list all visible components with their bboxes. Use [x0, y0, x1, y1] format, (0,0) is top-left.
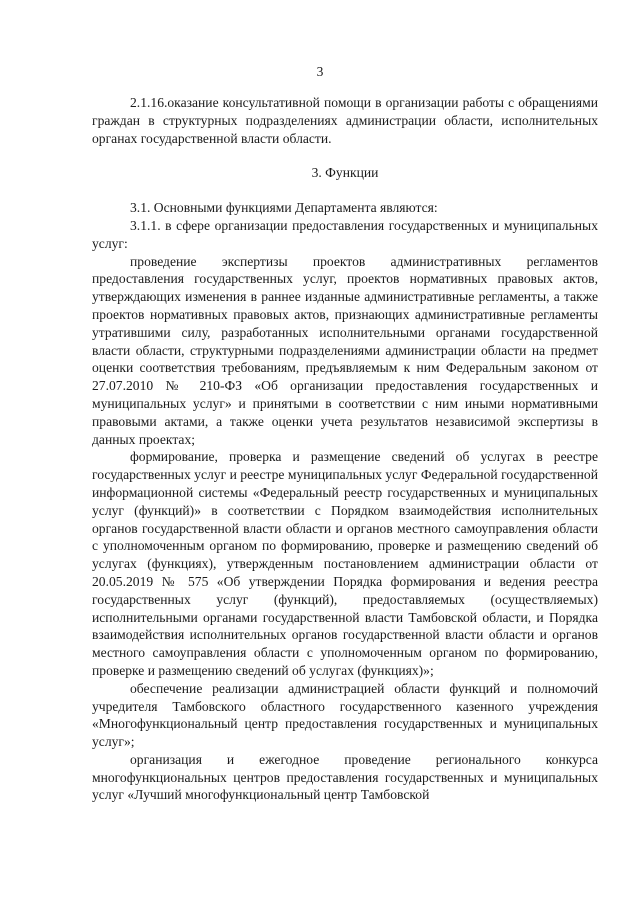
paragraph-3-1-1: 3.1.1. в сфере организации предоставления государственных и муниципальных услуг:	[92, 217, 598, 251]
paragraph-founder: обеспечение реализации администрацией области функций и полномочий учредителя Тамбовского областного государственного казенного учреждения «Многофункциональный центр предоставления государственных и муниципальных услуг»;	[92, 680, 598, 750]
paragraph-2-1-16: 2.1.16.оказание консультативной помощи в организации работы с обращениями граждан в структурных подразделениях администрации области, исполнительных органах государственной власти области.	[92, 95, 598, 146]
paragraph-contest: организация и ежегодное проведение регионального конкурса многофункциональных центров предоставления государственных и муниципальных услуг «Лучший многофункциональный центр Тамбовской	[92, 751, 598, 803]
page-number: 3	[316, 64, 324, 79]
paragraph-3-1: 3.1. Основными функциями Департамента являются:	[130, 200, 438, 216]
document-body	[92, 94, 598, 804]
paragraph-expertise: проведение экспертизы проектов административных регламентов предоставления государственных услуг, проектов нормативных правовых актов, утверждающих изменения в раннее изданные административные регламенты, а также проектов нормативных правовых актов, признающих административные регламенты утратившими силу, разработанных исполнительными органами государственной власти области, структурными подразделениями администрации области на предмет оценки соответствия требованиям, предъявляемым к ним Федеральным законом от 27.07.2010 № 210-ФЗ «Об организации предоставления государственных и муниципальных услуг» и принятыми в соответствии с ним иными нормативными правовыми актами, а также оценки учета результатов независимой экспертизы в данных проектах;	[92, 253, 598, 447]
section-heading: 3. Функции	[311, 165, 379, 181]
paragraph-registry: формирование, проверка и размещение сведений об услугах в реестре государственных услуг и реестре муниципальных услуг Федеральной государственной информационной системы «Федеральный реестр государственных и муниципальных услуг (функций)» в соответствии с Порядком взаимодействия исполнительных органов государственной власти области и органов местного самоуправления области с уполномоченным органом по формированию, проверке и размещению сведений об услугах (функциях), утвержденным постановлением администрации области от 20.05.2019 № 575 «Об утверждении Порядка формирования и ведения реестра государственных услуг (функций), предоставляемых (осуществляемых) исполнительными органами государственной власти Тамбовской области, и Порядка взаимодействия исполнительных органов государственной власти области и органов местного самоуправления области с уполномоченным органом по формированию, проверке и размещению сведений об услугах (функциях)»;	[92, 449, 598, 678]
